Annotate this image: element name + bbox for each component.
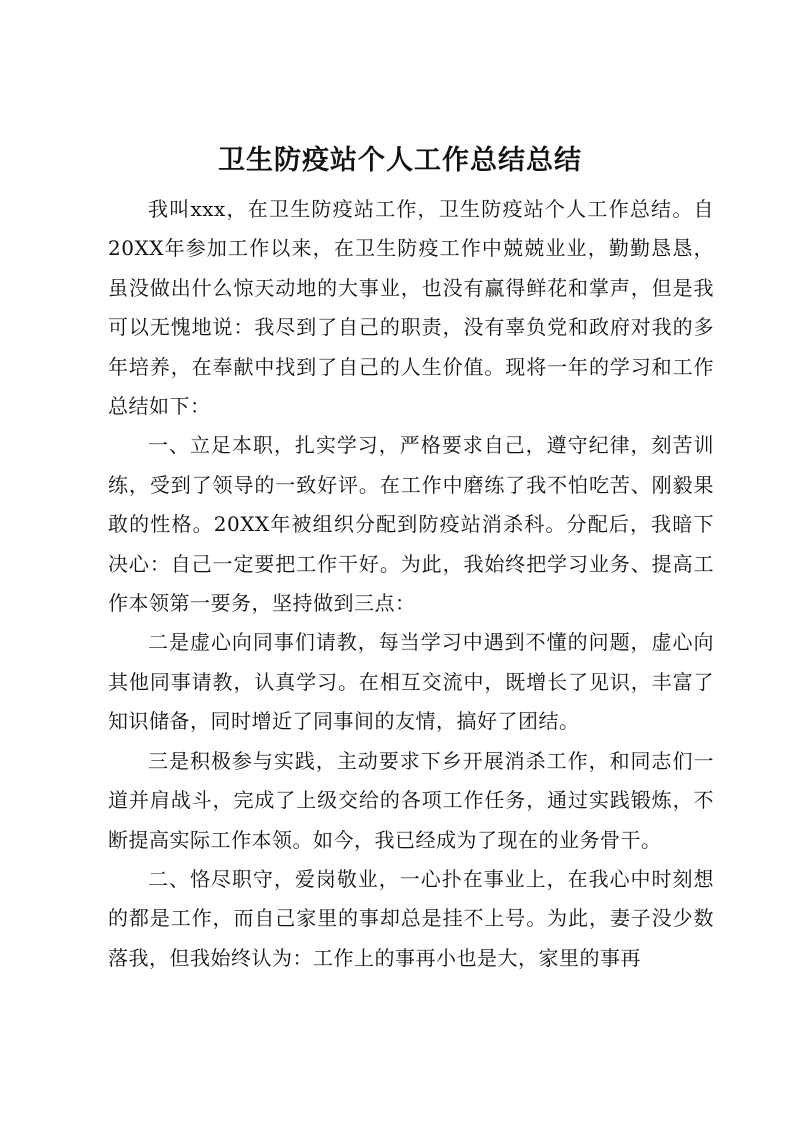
paragraph-intro: 我叫xxx，在卫生防疫站工作，卫生防疫站个人工作总结。自20XX年参加工作以来，在卫生防疫工作中兢兢业业，勤勤恳恳，虽没做出什么惊天动地的大事业，也没有赢得鲜花和掌声，但是我可以无愧地说：我尽到了自己的职责，没有辜负党和政府对我的多年培养，在奉献中找到了自己的人生价值。现将一年的学习和工作总结如下：	[108, 197, 714, 419]
paragraph-point-three: 三是积极参与实践，主动要求下乡开展消杀工作，和同志们一道并肩战斗，完成了上级交给的各项工作任务，通过实践锻炼，不断提高实际工作本领。如今，我已经成为了现在的业务骨干。	[108, 748, 714, 852]
paragraph-section-two: 二、恪尽职守，爱岗敬业，一心扑在事业上，在我心中时刻想的都是工作，而自己家里的事却总是挂不上号。为此，妻子没少数落我，但我始终认为：工作上的事再小也是大，家里的事再	[108, 866, 714, 970]
document-title: 卫生防疫站个人工作总结总结	[218, 145, 582, 176]
paragraph-section-one: 一、立足本职，扎实学习，严格要求自己，遵守纪律，刻苦训练，受到了领导的一致好评。在工作中磨练了我不怕吃苦、刚毅果敢的性格。20XX年被组织分配到防疫站消杀科。分配后，我暗下决心：自己一定要把工作干好。为此，我始终把学习业务、提高工作本领第一要务，坚持做到三点：	[108, 433, 714, 616]
paragraph-point-two: 二是虚心向同事们请教，每当学习中遇到不懂的问题，虚心向其他同事请教，认真学习。在相互交流中，既增长了见识，丰富了知识储备，同时增近了同事间的友情，搞好了团结。	[108, 630, 714, 734]
document-body	[108, 190, 714, 978]
